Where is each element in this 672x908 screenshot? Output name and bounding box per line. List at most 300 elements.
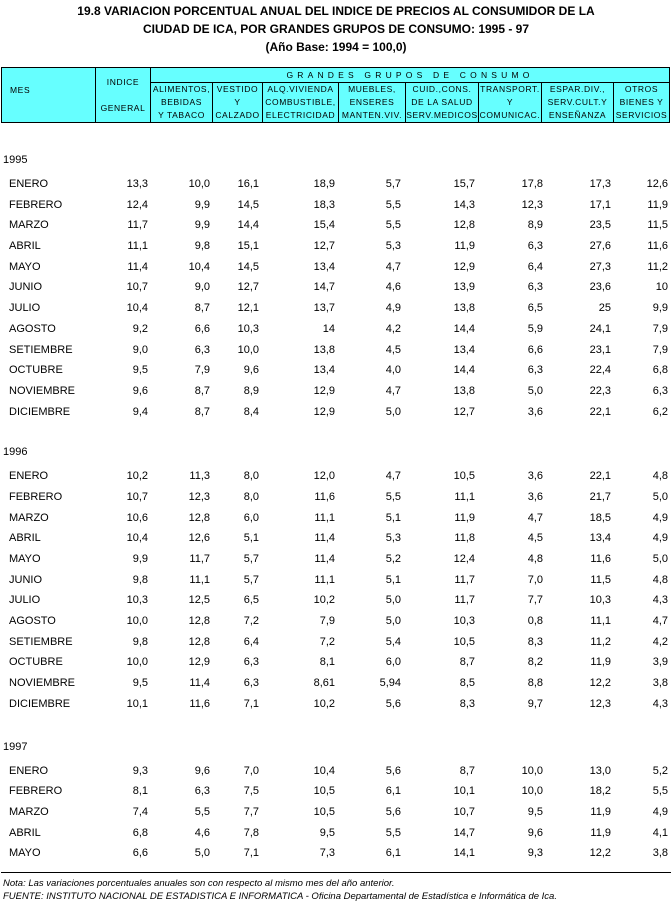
table-row bbox=[0, 402, 672, 423]
row-value: 9,9 bbox=[652, 302, 668, 315]
row-value: 14,1 bbox=[453, 847, 475, 860]
row-value: 10,5 bbox=[453, 470, 475, 483]
row-value: 23,5 bbox=[589, 219, 611, 232]
row-value: 22,1 bbox=[589, 470, 611, 483]
row-value: 9,7 bbox=[527, 697, 543, 710]
year-label: 1995 bbox=[3, 154, 28, 166]
row-value: 11,9 bbox=[454, 511, 475, 524]
row-value: 15,7 bbox=[453, 178, 475, 190]
row-value: 9,6 bbox=[527, 826, 543, 839]
table-row bbox=[0, 215, 672, 236]
row-month: ENERO bbox=[9, 470, 49, 483]
row-value: 11,9 bbox=[454, 240, 475, 253]
row-value: 12,2 bbox=[589, 847, 611, 860]
row-value: 11,6 bbox=[189, 697, 210, 710]
row-value: 10,6 bbox=[126, 511, 148, 524]
row-value: 5,6 bbox=[385, 697, 401, 710]
row-value: 8,1 bbox=[319, 656, 335, 669]
row-value: 11,4 bbox=[314, 532, 335, 545]
row-value: 13,0 bbox=[589, 764, 611, 777]
row-value: 8,7 bbox=[194, 405, 210, 418]
row-value: 12,8 bbox=[188, 635, 210, 648]
table-row bbox=[0, 257, 672, 278]
row-value: 13,8 bbox=[453, 384, 475, 397]
row-value: 3,8 bbox=[652, 677, 668, 690]
row-value: 0,8 bbox=[527, 615, 543, 628]
header-group-col bbox=[542, 83, 614, 123]
row-value: 4,6 bbox=[194, 826, 210, 839]
row-value: 8,9 bbox=[243, 384, 259, 397]
row-value: 5,6 bbox=[385, 764, 401, 777]
row-value: 4,2 bbox=[385, 322, 401, 335]
row-value: 5,5 bbox=[385, 826, 401, 839]
table-row bbox=[0, 611, 672, 632]
row-value: 12,4 bbox=[126, 198, 148, 211]
header-group-col-line: CUID.,CONS. bbox=[412, 84, 472, 94]
row-value: 4,7 bbox=[527, 511, 543, 524]
header-group-col bbox=[151, 83, 213, 123]
row-value: 6,5 bbox=[527, 302, 543, 315]
row-value: 7,9 bbox=[652, 343, 668, 356]
row-value: 10,5 bbox=[313, 805, 335, 818]
row-value: 8,1 bbox=[132, 785, 148, 798]
row-value: 17,8 bbox=[521, 178, 543, 190]
table-row bbox=[0, 466, 672, 487]
row-month: MARZO bbox=[9, 219, 49, 232]
table-row bbox=[0, 549, 672, 570]
row-value: 6,5 bbox=[243, 594, 259, 607]
row-value: 13,7 bbox=[313, 302, 335, 315]
row-value: 11,6 bbox=[590, 553, 611, 565]
year-label: 1997 bbox=[3, 740, 28, 753]
row-value: 10,1 bbox=[126, 697, 148, 710]
row-month: SETIEMBRE bbox=[9, 343, 73, 356]
row-value: 4,0 bbox=[385, 364, 401, 377]
header-group-col-line: BIENES Y bbox=[619, 97, 664, 107]
row-value: 9,5 bbox=[527, 805, 543, 818]
row-value: 14,5 bbox=[237, 198, 259, 211]
row-value: 10,3 bbox=[453, 615, 475, 628]
row-value: 7,3 bbox=[319, 847, 335, 860]
row-value: 7,9 bbox=[319, 615, 335, 628]
table-row bbox=[0, 823, 672, 844]
title-line-2: CIUDAD DE ICA, POR GRANDES GRUPOS DE CONSUMO: 1995 - 97 bbox=[142, 22, 530, 36]
row-value: 10,0 bbox=[126, 615, 148, 628]
table-row bbox=[0, 360, 672, 381]
row-value: 8,7 bbox=[459, 764, 475, 777]
table-row bbox=[0, 802, 672, 823]
row-value: 6,1 bbox=[385, 847, 401, 860]
header-group-col-line: ENSERES bbox=[349, 97, 395, 107]
row-value: 5,9 bbox=[527, 322, 543, 335]
row-value: 14,5 bbox=[237, 260, 259, 273]
row-value: 6,3 bbox=[194, 785, 210, 798]
table-title bbox=[0, 2, 672, 56]
row-value: 11,9 bbox=[590, 656, 611, 669]
header-group-col-line: SERVICIOS bbox=[615, 110, 668, 120]
row-value: 5,0 bbox=[652, 490, 668, 503]
header-indice-general bbox=[96, 68, 151, 123]
row-value: 7,9 bbox=[652, 322, 668, 335]
row-value: 5,5 bbox=[385, 490, 401, 503]
row-value: 9,5 bbox=[132, 677, 148, 690]
header-group-col bbox=[406, 83, 479, 123]
row-value: 11,7 bbox=[127, 219, 148, 232]
header-indice-line-2: GENERAL bbox=[100, 102, 146, 113]
row-value: 7,7 bbox=[243, 805, 259, 818]
row-value: 4,7 bbox=[385, 384, 401, 397]
row-value: 27,3 bbox=[589, 260, 611, 273]
row-value: 5,5 bbox=[652, 785, 668, 798]
row-value: 12,8 bbox=[188, 615, 210, 628]
row-value: 5,0 bbox=[385, 615, 401, 628]
row-value: 6,8 bbox=[652, 364, 668, 377]
table-row bbox=[0, 781, 672, 802]
row-month: DICIEMBRE bbox=[9, 405, 71, 418]
row-value: 10,0 bbox=[521, 785, 543, 798]
row-value: 4,3 bbox=[652, 697, 668, 710]
header-group-col-line: CALZADO bbox=[215, 110, 260, 120]
row-value: 7,1 bbox=[243, 847, 259, 860]
row-month: MARZO bbox=[9, 511, 49, 524]
row-value: 9,5 bbox=[132, 364, 148, 377]
row-value: 6,3 bbox=[243, 656, 259, 669]
row-value: 12,7 bbox=[453, 405, 475, 418]
row-value: 7,0 bbox=[527, 573, 543, 586]
row-value: 7,4 bbox=[132, 805, 148, 818]
header-group-col-line: OTROS bbox=[624, 84, 659, 94]
row-value: 14,4 bbox=[453, 322, 475, 335]
row-value: 15,1 bbox=[237, 240, 259, 253]
header-group-col-line: TRANSPORT. bbox=[480, 84, 540, 94]
row-value: 10,4 bbox=[126, 302, 148, 315]
row-value: 10,1 bbox=[453, 785, 475, 798]
row-value: 3,6 bbox=[527, 490, 543, 503]
header-group-col-line: ALQ.VIVIENDA bbox=[267, 84, 334, 94]
row-value: 6,3 bbox=[652, 384, 668, 397]
table-row bbox=[0, 694, 672, 715]
row-value: 8,8 bbox=[527, 677, 543, 690]
table-row bbox=[0, 487, 672, 508]
row-value: 5,1 bbox=[385, 573, 401, 586]
row-value: 27,6 bbox=[589, 240, 611, 253]
row-value: 5,0 bbox=[385, 594, 401, 607]
row-value: 13,8 bbox=[313, 343, 335, 356]
table-row bbox=[0, 843, 672, 864]
header-group-col-line: ALIMENTOS, bbox=[152, 84, 211, 94]
row-month: NOVIEMBRE bbox=[9, 677, 76, 690]
row-value: 7,2 bbox=[243, 615, 259, 628]
row-value: 21,7 bbox=[589, 490, 611, 503]
row-value: 9,9 bbox=[132, 553, 148, 565]
row-value: 12,5 bbox=[188, 594, 210, 607]
row-value: 9,3 bbox=[132, 764, 148, 777]
title-line-3: (Año Base: 1994 = 100,0) bbox=[265, 40, 407, 54]
header-group-col-line: SERV.CULT.Y bbox=[547, 97, 608, 107]
header-group-col-line: MUEBLES, bbox=[348, 84, 396, 94]
row-value: 12,7 bbox=[313, 240, 335, 253]
row-value: 5,2 bbox=[385, 553, 401, 565]
row-value: 14,4 bbox=[237, 219, 259, 232]
header-group-col bbox=[263, 83, 339, 123]
row-month: NOVIEMBRE bbox=[9, 384, 76, 397]
row-value: 10,0 bbox=[126, 656, 148, 669]
row-value: 6,6 bbox=[132, 847, 148, 860]
row-value: 24,1 bbox=[589, 322, 611, 335]
row-value: 4,5 bbox=[385, 343, 401, 356]
row-value: 10,2 bbox=[313, 594, 335, 607]
header-group-col-line: ENSEÑANZA bbox=[548, 110, 607, 120]
row-value: 7,1 bbox=[243, 697, 259, 710]
header-indice-line-1: INDICE bbox=[106, 76, 140, 87]
row-value: 4,9 bbox=[652, 805, 668, 818]
row-value: 9,6 bbox=[194, 764, 210, 777]
row-value: 6,0 bbox=[243, 511, 259, 524]
row-value: 11,1 bbox=[314, 511, 335, 524]
row-month: MAYO bbox=[9, 553, 41, 565]
row-value: 12,9 bbox=[313, 384, 335, 397]
header-grandes-grupos: GRANDES GRUPOS DE CONSUMO bbox=[151, 68, 670, 83]
row-value: 11,8 bbox=[454, 532, 475, 545]
row-value: 9,2 bbox=[132, 322, 148, 335]
row-value: 12,6 bbox=[188, 532, 210, 545]
row-value: 13,8 bbox=[453, 302, 475, 315]
row-month: ENERO bbox=[9, 178, 49, 190]
row-value: 12,3 bbox=[521, 198, 543, 211]
row-value: 13,4 bbox=[313, 260, 335, 273]
row-value: 3,9 bbox=[652, 656, 668, 669]
row-value: 23,1 bbox=[589, 343, 611, 356]
row-value: 5,1 bbox=[385, 511, 401, 524]
row-value: 6,8 bbox=[132, 826, 148, 839]
row-value: 9,8 bbox=[132, 635, 148, 648]
row-value: 8,0 bbox=[243, 490, 259, 503]
row-value: 10,0 bbox=[188, 178, 210, 190]
row-value: 11,6 bbox=[647, 240, 668, 253]
table-row bbox=[0, 590, 672, 611]
header-group-col-line: DE LA SALUD bbox=[411, 97, 473, 107]
row-value: 22,1 bbox=[589, 405, 611, 418]
row-value: 8,0 bbox=[243, 470, 259, 483]
row-value: 8,7 bbox=[459, 656, 475, 669]
row-value: 10,0 bbox=[521, 764, 543, 777]
footer bbox=[0, 872, 672, 903]
row-value: 8,61 bbox=[313, 677, 335, 690]
table-row bbox=[0, 298, 672, 319]
row-value: 9,6 bbox=[243, 364, 259, 377]
row-value: 15,4 bbox=[313, 219, 335, 232]
row-value: 5,7 bbox=[243, 553, 259, 565]
row-value: 5,5 bbox=[385, 219, 401, 232]
row-value: 9,5 bbox=[319, 826, 335, 839]
table-row bbox=[0, 174, 672, 195]
row-value: 4,8 bbox=[652, 573, 668, 586]
row-value: 5,94 bbox=[379, 677, 401, 690]
row-value: 8,9 bbox=[527, 219, 543, 232]
row-value: 23,6 bbox=[589, 281, 611, 294]
row-value: 3,8 bbox=[652, 847, 668, 860]
row-month: AGOSTO bbox=[9, 615, 56, 628]
row-value: 9,4 bbox=[132, 405, 148, 418]
row-value: 10,4 bbox=[126, 532, 148, 545]
header-group-col-line: Y bbox=[234, 97, 241, 107]
row-value: 11,4 bbox=[189, 677, 210, 690]
table-row bbox=[0, 570, 672, 591]
row-value: 5,5 bbox=[194, 805, 210, 818]
row-value: 5,0 bbox=[194, 847, 210, 860]
footer-divider bbox=[1, 872, 671, 873]
row-month: ENERO bbox=[9, 764, 49, 777]
row-value: 12,9 bbox=[453, 260, 475, 273]
row-value: 4,5 bbox=[527, 532, 543, 545]
row-value: 4,7 bbox=[652, 615, 668, 628]
row-value: 4,6 bbox=[385, 281, 401, 294]
row-value: 10,4 bbox=[188, 260, 210, 273]
row-value: 5,0 bbox=[527, 384, 543, 397]
row-value: 10,3 bbox=[589, 594, 611, 607]
row-value: 10,2 bbox=[126, 470, 148, 483]
row-month: FEBRERO bbox=[9, 198, 63, 211]
row-value: 5,2 bbox=[652, 764, 668, 777]
row-value: 7,8 bbox=[243, 826, 259, 839]
row-month: MAYO bbox=[9, 260, 41, 273]
row-value: 13,4 bbox=[313, 364, 335, 377]
header-group-col-line: COMUNICAC. bbox=[479, 110, 541, 120]
row-value: 12,3 bbox=[188, 490, 210, 503]
row-month: MAYO bbox=[9, 847, 41, 860]
row-value: 4,9 bbox=[652, 532, 668, 545]
row-value: 11,1 bbox=[454, 490, 475, 503]
row-value: 7,7 bbox=[527, 594, 543, 607]
row-value: 11,4 bbox=[127, 260, 148, 273]
row-value: 10,3 bbox=[237, 322, 259, 335]
row-value: 14 bbox=[322, 322, 335, 335]
row-value: 8,2 bbox=[527, 656, 543, 669]
row-value: 9,8 bbox=[132, 573, 148, 586]
table-row bbox=[0, 277, 672, 298]
row-value: 18,5 bbox=[589, 511, 611, 524]
row-value: 5,5 bbox=[385, 198, 401, 211]
row-value: 12,6 bbox=[646, 178, 668, 190]
row-value: 8,7 bbox=[194, 302, 210, 315]
table-row bbox=[0, 761, 672, 782]
row-value: 10,7 bbox=[453, 805, 475, 818]
header-mes: MES bbox=[2, 68, 96, 123]
row-value: 11,9 bbox=[590, 805, 611, 818]
row-value: 18,3 bbox=[313, 198, 335, 211]
row-value: 4,7 bbox=[385, 470, 401, 483]
row-value: 8,4 bbox=[243, 405, 259, 418]
row-value: 12,3 bbox=[589, 697, 611, 710]
row-value: 9,0 bbox=[132, 343, 148, 356]
row-value: 16,1 bbox=[237, 178, 259, 190]
row-value: 22,3 bbox=[589, 384, 611, 397]
header-group-col-line: COMBUSTIBLE, bbox=[265, 97, 336, 107]
row-value: 10,5 bbox=[453, 635, 475, 648]
row-month: MARZO bbox=[9, 805, 49, 818]
row-month: SETIEMBRE bbox=[9, 635, 73, 648]
row-value: 12,8 bbox=[188, 511, 210, 524]
row-value: 12,9 bbox=[188, 656, 210, 669]
row-value: 11,1 bbox=[590, 615, 611, 628]
row-value: 9,8 bbox=[194, 240, 210, 253]
row-month: FEBRERO bbox=[9, 490, 63, 503]
row-value: 6,6 bbox=[527, 343, 543, 356]
row-value: 13,4 bbox=[589, 532, 611, 545]
row-value: 11,5 bbox=[590, 573, 611, 586]
row-value: 5,7 bbox=[385, 178, 401, 190]
row-value: 14,7 bbox=[453, 826, 475, 839]
row-value: 4,9 bbox=[652, 511, 668, 524]
row-value: 14,3 bbox=[453, 198, 475, 211]
row-value: 4,7 bbox=[385, 260, 401, 273]
row-value: 5,3 bbox=[385, 532, 401, 545]
header-group-col-line: MANTEN.VIV. bbox=[341, 110, 403, 120]
row-value: 10 bbox=[655, 281, 668, 294]
row-month: ABRIL bbox=[9, 532, 41, 545]
row-value: 5,1 bbox=[243, 532, 259, 545]
row-value: 5,6 bbox=[385, 805, 401, 818]
table-row bbox=[0, 319, 672, 340]
row-value: 6,6 bbox=[194, 322, 210, 335]
table-row bbox=[0, 381, 672, 402]
row-value: 11,7 bbox=[189, 553, 210, 565]
row-value: 12,4 bbox=[453, 553, 475, 565]
row-value: 11,7 bbox=[454, 573, 475, 586]
row-value: 11,1 bbox=[314, 573, 335, 586]
row-month: OCTUBRE bbox=[9, 364, 63, 377]
footer-note: Nota: Las variaciones porcentuales anuales son con respecto al mismo mes del año anterior. bbox=[3, 878, 395, 889]
footer-source: FUENTE: INSTITUTO NACIONAL DE ESTADISTICA E INFORMATICA - Oficina Departamental de Estadística e Informática de Ica. bbox=[3, 891, 557, 902]
row-value: 7,9 bbox=[194, 364, 210, 377]
row-value: 4,2 bbox=[652, 635, 668, 648]
row-value: 9,9 bbox=[194, 219, 210, 232]
row-value: 10,5 bbox=[313, 785, 335, 798]
row-value: 5,7 bbox=[243, 573, 259, 586]
row-value: 6,3 bbox=[243, 677, 259, 690]
row-value: 11,4 bbox=[314, 553, 335, 565]
row-value: 11,7 bbox=[454, 594, 475, 607]
row-value: 4,1 bbox=[652, 826, 668, 839]
row-value: 14,4 bbox=[453, 364, 475, 377]
row-month: AGOSTO bbox=[9, 322, 56, 335]
header-group-col-line: Y bbox=[506, 97, 514, 107]
row-value: 6,4 bbox=[243, 635, 259, 648]
row-value: 10,4 bbox=[313, 764, 335, 777]
row-value: 14,7 bbox=[313, 281, 335, 294]
row-value: 12,1 bbox=[237, 302, 259, 315]
row-month: ABRIL bbox=[9, 826, 41, 839]
header-group-col-line: SERV.MEDICOS bbox=[406, 110, 478, 120]
table-row bbox=[0, 652, 672, 673]
row-value: 6,3 bbox=[527, 240, 543, 253]
row-value: 11,5 bbox=[647, 219, 668, 232]
row-value: 4,9 bbox=[385, 302, 401, 315]
row-month: FEBRERO bbox=[9, 785, 63, 798]
row-value: 25 bbox=[598, 302, 611, 315]
row-value: 6,3 bbox=[194, 343, 210, 356]
row-value: 13,9 bbox=[453, 281, 475, 294]
row-value: 8,3 bbox=[527, 635, 543, 648]
row-value: 11,9 bbox=[590, 826, 611, 839]
row-value: 4,3 bbox=[652, 594, 668, 607]
row-value: 9,6 bbox=[132, 384, 148, 397]
row-value: 12,2 bbox=[589, 677, 611, 690]
row-value: 22,4 bbox=[589, 364, 611, 377]
row-month: JULIO bbox=[9, 594, 41, 607]
row-value: 10,7 bbox=[126, 490, 148, 503]
row-value: 3,6 bbox=[527, 405, 543, 418]
